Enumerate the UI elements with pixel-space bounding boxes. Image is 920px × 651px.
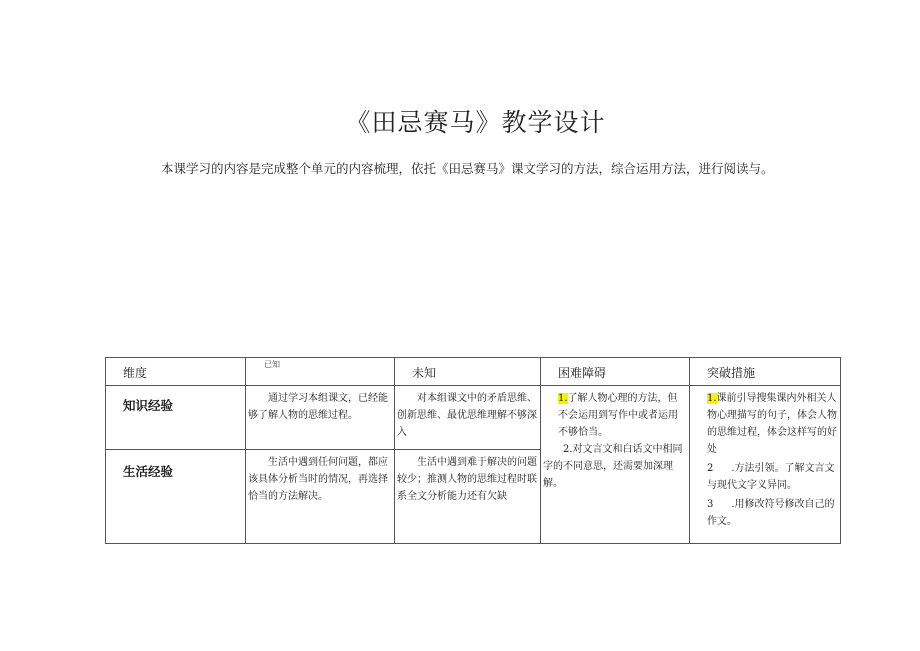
measure-item-1-number: 1.: [707, 393, 717, 405]
measure-item-3-number: 3: [707, 499, 714, 511]
header-unknown: 未知: [412, 366, 437, 380]
header-unknown-cell: [395, 358, 541, 386]
measure-item-2: [690, 458, 840, 494]
life-known-text: 生活中遇到任何问题，都应该具体分析当时的情况，再选择恰当的方法解决。: [248, 457, 388, 503]
teaching-plan-table: [105, 357, 841, 544]
measures-cell: [690, 386, 841, 544]
knowledge-unknown-text: 对本组课文中的矛盾思维、创新思维、最优思维理解不够深入: [397, 393, 537, 439]
known-cell: [246, 386, 395, 450]
difficulty-item-1-number: 1.: [558, 393, 568, 405]
difficulty-item-1-text: 了解人物心理的方法，但不会运用到写作中或者运用不够恰当。: [558, 393, 678, 439]
measure-item-3-text: .用修改符号修改自己的作文。: [707, 499, 835, 528]
row-label-cell: [106, 450, 246, 544]
life-unknown-text: 生活中遇到难于解决的问题较少；推测人物的思维过程时联系全文分析能力还有欠缺: [397, 457, 537, 503]
difficulty-cell: [541, 386, 690, 544]
row-label-cell: [106, 386, 246, 450]
difficulty-item-1: [541, 386, 689, 441]
unknown-cell: [395, 450, 541, 544]
header-dimension: 维度: [123, 366, 148, 380]
difficulty-item-2: 2.对文言文和白话文中相同字的不同意思，还需要加深理解。: [543, 444, 683, 490]
unknown-cell: [395, 386, 541, 450]
header-measures: 突破措施: [707, 366, 756, 380]
intro-paragraph: 本课学习的内容是完成整个单元的内容梳理，依托《田忌赛马》课文学习的方法，综合运用方法，进行阅读与。: [161, 161, 774, 176]
measure-item-2-number: 2: [707, 463, 714, 475]
known-cell: [246, 450, 395, 544]
knowledge-known-text: 通过学习本组课文，已经能够了解人物的思维过程。: [248, 393, 388, 422]
header-difficulty-cell: [541, 358, 690, 386]
header-known-cell: [246, 358, 395, 386]
row-label-knowledge: 知识经验: [123, 398, 174, 414]
header-known: 已知: [264, 360, 280, 369]
measure-item-1-text: 课前引导搜集课内外相关人物心理描写的句子，体会人物的思维过程，体会这样写的好处: [707, 393, 837, 456]
header-dimension-cell: [106, 358, 246, 386]
document-title: 《田忌赛马》教学设计: [345, 108, 606, 137]
header-measures-cell: [690, 358, 841, 386]
row-label-life: 生活经验: [123, 464, 174, 480]
table-header-row: [106, 358, 841, 386]
measure-item-3: [690, 494, 840, 530]
header-difficulty: 困难障碍: [558, 366, 607, 380]
measure-item-2-text: .方法引领。了解文言文与现代文字义异同。: [707, 463, 835, 492]
measure-item-1: [690, 386, 840, 458]
table-row: [106, 386, 841, 450]
